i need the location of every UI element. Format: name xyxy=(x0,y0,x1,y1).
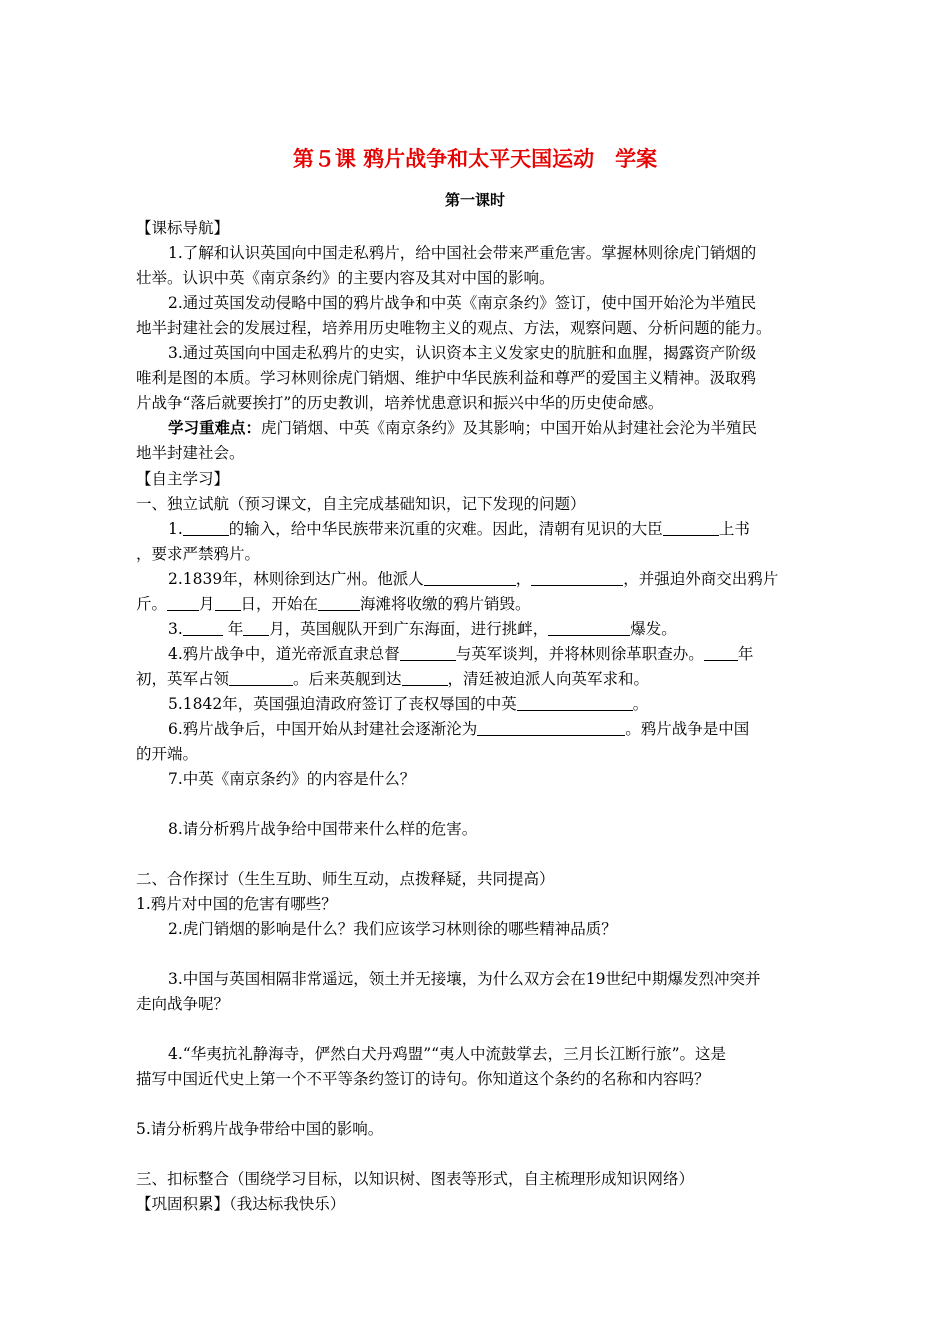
answer-blank[interactable] xyxy=(215,595,241,611)
question-2-line-2: 斤。 月 日，开始在 海滩将收缴的鸦片销毁。 xyxy=(136,595,531,613)
guide-point-3-line-1: 3.通过英国向中国走私鸦片的史实，认识资本主义发家史的肮脏和血腥，揭露资产阶级 xyxy=(168,344,757,362)
guide-heading: 【课标导航】 xyxy=(136,219,230,237)
guide-point-2-line-1: 2.通过英国发动侵略中国的鸦片战争和中英《南京条约》签订，使中国开始沦为半殖民 xyxy=(168,294,757,312)
question-7: 7.中英《南京条约》的内容是什么？ xyxy=(168,770,416,788)
question-4-line-2: 初，英军占领 。后来英舰到达 ，清廷被迫派人向英军求和。 xyxy=(136,670,650,688)
answer-blank[interactable] xyxy=(548,620,630,636)
key-points-line-2: 地半封建社会。 xyxy=(136,444,245,462)
question-6-line-2: 的开端。 xyxy=(136,745,199,763)
discussion-3-line-2: 走向战争呢？ xyxy=(136,995,230,1013)
answer-blank[interactable] xyxy=(183,520,229,536)
guide-point-3-line-2: 唯利是图的本质。学习林则徐虎门销烟、维护中华民族利益和尊严的爱国主义精神。汲取鸦 xyxy=(136,369,757,387)
section-3-heading: 三、扣标整合（围绕学习目标，以知识树、图表等形式，自主梳理形成知识网络） xyxy=(136,1170,695,1188)
discussion-1: 1.鸦片对中国的危害有哪些？ xyxy=(136,895,337,913)
guide-point-1-line-2: 壮举。认识中英《南京条约》的主要内容及其对中国的影响。 xyxy=(136,269,555,287)
answer-blank[interactable] xyxy=(318,595,360,611)
answer-blank[interactable] xyxy=(400,645,456,661)
guide-point-1-line-1: 1.了解和认识英国向中国走私鸦片，给中国社会带来严重危害。掌握林则徐虎门销烟的 xyxy=(168,244,757,262)
guide-point-3-line-3: 片战争“落后就要挨打”的历史教训，培养忧患意识和振兴中华的历史使命感。 xyxy=(136,394,664,412)
answer-blank[interactable] xyxy=(243,620,269,636)
answer-blank[interactable] xyxy=(402,670,448,686)
discussion-5: 5.请分析鸦片战争带给中国的影响。 xyxy=(136,1120,384,1138)
section-2-heading: 二、合作探讨（生生互助、师生互动，点拨释疑，共同提高） xyxy=(136,870,555,888)
answer-blank[interactable] xyxy=(477,720,625,736)
section-1-heading: 一、独立试航（预习课文，自主完成基础知识，记下发现的问题） xyxy=(136,495,586,513)
question-8: 8.请分析鸦片战争给中国带来什么样的危害。 xyxy=(168,820,478,838)
question-4-line-1: 4.鸦片战争中，道光帝派直隶总督 与英军谈判，并将林则徐革职查办。 年 xyxy=(168,645,754,663)
question-1-line-2: ，要求严禁鸦片。 xyxy=(136,545,261,563)
answer-blank[interactable] xyxy=(229,670,293,686)
discussion-2: 2.虎门销烟的影响是什么？我们应该学习林则徐的哪些精神品质？ xyxy=(168,920,617,938)
discussion-4-line-2: 描写中国近代史上第一个不平等条约签订的诗句。你知道这个条约的名称和内容吗？ xyxy=(136,1070,710,1088)
page-subtitle: 第一课时 xyxy=(444,191,505,209)
question-6-line-1: 6.鸦片战争后，中国开始从封建社会逐渐沦为 。鸦片战争是中国 xyxy=(168,720,750,738)
question-2-line-1: 2.1839年，林则徐到达广州。他派人 ， ，并强迫外商交出鸦片 xyxy=(168,570,779,588)
answer-blank[interactable] xyxy=(704,645,738,661)
question-3: 3. 年 月，英国舰队开到广东海面，进行挑衅， 爆发。 xyxy=(168,620,677,638)
consolidate-heading: 【巩固积累】（我达标我快乐） xyxy=(136,1195,346,1213)
key-points-label: 学习重难点： xyxy=(168,418,262,437)
question-5: 5.1842年，英国强迫清政府签订了丧权辱国的中英 。 xyxy=(168,695,649,713)
answer-blank[interactable] xyxy=(424,570,516,586)
page-title: 第５课 鸦片战争和太平天国运动 学案 xyxy=(292,147,658,171)
guide-point-2-line-2: 地半封建社会的发展过程，培养用历史唯物主义的观点、方法，观察问题、分析问题的能力。 xyxy=(136,319,772,337)
answer-blank[interactable] xyxy=(663,520,719,536)
answer-blank[interactable] xyxy=(517,695,633,711)
self-study-heading: 【自主学习】 xyxy=(136,470,230,488)
answer-blank[interactable] xyxy=(167,595,199,611)
answer-blank[interactable] xyxy=(183,620,223,636)
discussion-4-line-1: 4.“华夷抗礼静海寺，俨然白犬丹鸡盟”“夷人中流鼓掌去，三月长江断行旅”。这是 xyxy=(168,1045,726,1063)
key-points-text: 虎门销烟、中英《南京条约》及其影响；中国开始从封建社会沦为半殖民 xyxy=(261,419,758,437)
question-1-line-1: 1. 的输入，给中华民族带来沉重的灾难。因此，清朝有见识的大臣 上书 xyxy=(168,520,750,538)
key-points-line-1 xyxy=(168,416,757,440)
answer-blank[interactable] xyxy=(531,570,623,586)
discussion-3-line-1: 3.中国与英国相隔非常遥远，领土并无接壤，为什么双方会在19世纪中期爆发烈冲突并 xyxy=(168,970,761,988)
